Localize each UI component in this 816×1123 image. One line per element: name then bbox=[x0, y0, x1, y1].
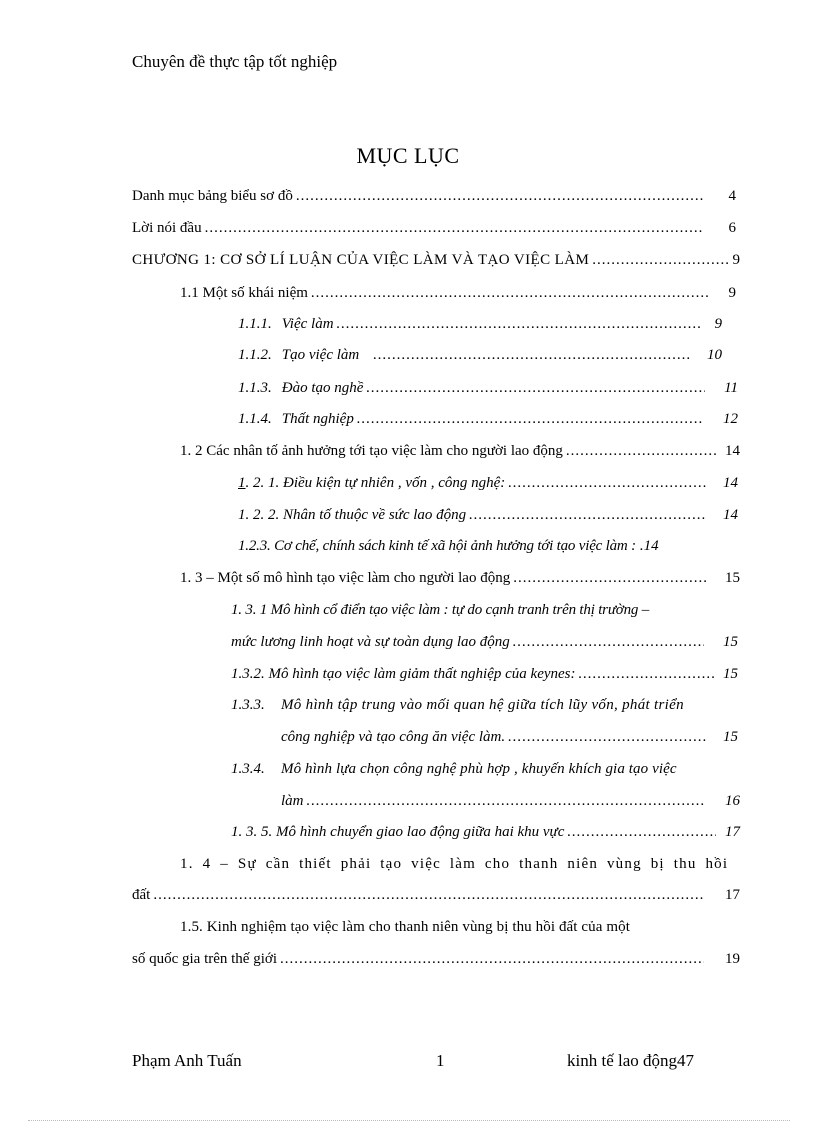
toc-page: 4 bbox=[728, 188, 736, 204]
toc-leader bbox=[508, 472, 706, 494]
toc-entry-1-2-1[interactable] bbox=[238, 472, 738, 494]
toc-label: làm bbox=[281, 793, 304, 809]
toc-leader bbox=[311, 282, 710, 304]
toc-page: 12 bbox=[723, 411, 738, 427]
toc-label: Lời nói đầu bbox=[132, 220, 202, 236]
toc-page: 14 bbox=[725, 443, 740, 459]
toc-page: 15 bbox=[723, 634, 738, 650]
toc-number: 1.3.3. bbox=[231, 697, 265, 713]
footer-page-number: 1 bbox=[436, 1051, 445, 1070]
toc-page: 19 bbox=[725, 951, 740, 967]
page-bottom-divider bbox=[28, 1120, 790, 1121]
toc-entry-1-1[interactable] bbox=[180, 282, 736, 304]
toc-label: Thất nghiệp bbox=[281, 411, 354, 427]
toc-page: 15 bbox=[723, 666, 738, 682]
toc-leader bbox=[579, 663, 714, 685]
toc-entry-1-1-3[interactable] bbox=[238, 377, 738, 399]
toc-leader bbox=[592, 249, 729, 271]
toc-label: 1. 2 Các nhân tố ảnh hưởng tới tạo việc làm cho người lao động bbox=[180, 443, 563, 459]
toc-page: 15 bbox=[725, 570, 740, 586]
toc-leader bbox=[567, 821, 716, 843]
toc-page: 10 bbox=[707, 347, 722, 363]
toc-entry-1-3-1-line2[interactable] bbox=[231, 631, 738, 653]
toc-entry-1-2-2[interactable] bbox=[238, 504, 738, 526]
toc-entry-1-3-3-line1[interactable] bbox=[231, 694, 741, 716]
toc-entry-1-4-line1[interactable]: 1. 4 – Sự cần thiết phải tạo việc làm cho thanh niên vùng bị thu hồi bbox=[180, 856, 729, 872]
toc-page: 14 bbox=[723, 507, 738, 523]
toc-entry-1-3-3-line2[interactable] bbox=[281, 726, 738, 748]
toc-page: 9 bbox=[714, 316, 722, 332]
toc-label: mức lương linh hoạt và sự toàn dụng lao động bbox=[231, 634, 510, 650]
toc-label: Đào tạo nghề bbox=[281, 380, 364, 396]
toc-entry-1-3-5[interactable] bbox=[231, 821, 740, 843]
toc-label: công nghiệp và tạo công ăn việc làm. bbox=[281, 729, 506, 745]
toc-entry-1-1-4[interactable] bbox=[238, 408, 738, 430]
toc-entry-1-3-4-line1[interactable] bbox=[231, 758, 741, 780]
toc-label: Tạo việc làm bbox=[281, 347, 360, 363]
toc-label: Mô hình tập trung vào mối quan hệ giữa tích lũy vốn, phát triển bbox=[281, 697, 684, 713]
toc-entry-loi-noi-dau[interactable] bbox=[132, 217, 736, 239]
toc-leader bbox=[566, 440, 716, 462]
toc-entry-1-3-2[interactable] bbox=[231, 663, 738, 685]
running-header: Chuyên đề thực tập tốt nghiệp bbox=[132, 52, 338, 71]
toc-number: 1.1.3. bbox=[238, 380, 272, 396]
toc-entry-1-2-3[interactable] bbox=[238, 535, 740, 557]
toc-entry-chuong-1[interactable] bbox=[132, 249, 740, 271]
toc-label: đất bbox=[132, 887, 151, 903]
toc-label: CHƯƠNG 1: CƠ SỞ LÍ LUẬN CỦA VIỆC LÀM VÀ TẠO VIỆC LÀM bbox=[132, 252, 590, 268]
toc-label: 1. 3. 5. Mô hình chuyển giao lao động giữa hai khu vực bbox=[231, 824, 565, 840]
toc-leader bbox=[373, 344, 690, 366]
toc-label: . 2. 1. Điều kiện tự nhiên , vốn , công nghệ: bbox=[245, 475, 506, 491]
toc-label: số quốc gia trên thế giới bbox=[132, 951, 277, 967]
toc-page: 6 bbox=[728, 220, 736, 236]
page-title: MỤC LỤC bbox=[356, 143, 460, 168]
toc-number: 1.1.2. bbox=[238, 347, 272, 363]
toc-leader bbox=[513, 631, 704, 653]
toc-page: 17 bbox=[725, 887, 740, 903]
toc-entry-1-3-1-line1[interactable]: 1. 3. 1 Mô hình cổ điển tạo việc làm : tự do cạnh tranh trên thị trường – bbox=[231, 602, 650, 618]
toc-leader bbox=[307, 790, 707, 812]
toc-leader bbox=[280, 948, 704, 970]
toc-label: 1. 2. 2. Nhân tố thuộc về sức lao động bbox=[238, 507, 467, 523]
toc-label: Danh mục bảng biểu sơ đồ bbox=[132, 188, 293, 204]
footer-department: kinh tế lao động47 bbox=[567, 1051, 695, 1070]
toc-page: 15 bbox=[723, 729, 738, 745]
toc-entry-1-2[interactable] bbox=[180, 440, 740, 462]
toc-number: 1.1.4. bbox=[238, 411, 272, 427]
toc-page: 9 bbox=[728, 285, 736, 301]
toc-page: 11 bbox=[724, 380, 738, 396]
toc-page: 14 bbox=[723, 475, 738, 491]
toc-entry-1-1-2[interactable] bbox=[238, 344, 722, 366]
toc-entry-1-5-line2[interactable] bbox=[132, 948, 740, 970]
toc-leader bbox=[337, 313, 700, 335]
toc-entry-1-3-4-line2[interactable] bbox=[281, 790, 740, 812]
toc-number: 1.1.1. bbox=[238, 316, 272, 332]
toc-entry-danh-muc[interactable] bbox=[132, 185, 736, 207]
footer-author: Phạm Anh Tuấn bbox=[132, 1051, 242, 1070]
toc-label: Việc làm bbox=[281, 316, 334, 332]
toc-leader bbox=[205, 217, 704, 239]
toc-leader bbox=[366, 377, 705, 399]
toc-label: 1.3.2. Mô hình tạo việc làm giảm thất nghiệp của keynes: bbox=[231, 666, 576, 682]
toc-label: 1.1 Một số khái niệm bbox=[180, 285, 308, 301]
toc-leader bbox=[469, 504, 706, 526]
toc-entry-1-4-line2[interactable] bbox=[132, 884, 740, 906]
toc-label: 1.2.3. Cơ chế, chính sách kinh tế xã hội ảnh hưởng tới tạo việc làm : bbox=[238, 538, 636, 554]
toc-leader bbox=[296, 185, 704, 207]
toc-label: Mô hình lựa chọn công nghệ phù hợp , khuyến khích gia tạo việc bbox=[281, 761, 677, 777]
toc-entry-1-3[interactable] bbox=[180, 567, 740, 589]
toc-label: 1. 3 – Một số mô hình tạo việc làm cho người lao động bbox=[180, 570, 511, 586]
toc-leader bbox=[153, 884, 704, 906]
toc-page: 9 bbox=[732, 252, 740, 268]
toc-leader bbox=[357, 408, 704, 430]
toc-page: 17 bbox=[725, 824, 740, 840]
toc-leader bbox=[513, 567, 706, 589]
toc-number: 1.3.4. bbox=[231, 761, 265, 777]
toc-entry-1-1-1[interactable] bbox=[238, 313, 722, 335]
toc-page: .14 bbox=[639, 538, 659, 554]
toc-number-first: 1 bbox=[238, 475, 246, 491]
toc-entry-1-5-line1[interactable]: 1.5. Kinh nghiệm tạo việc làm cho thanh niên vùng bị thu hồi đất của một bbox=[180, 919, 631, 935]
toc-leader bbox=[508, 726, 706, 748]
toc-page: 16 bbox=[725, 793, 740, 809]
